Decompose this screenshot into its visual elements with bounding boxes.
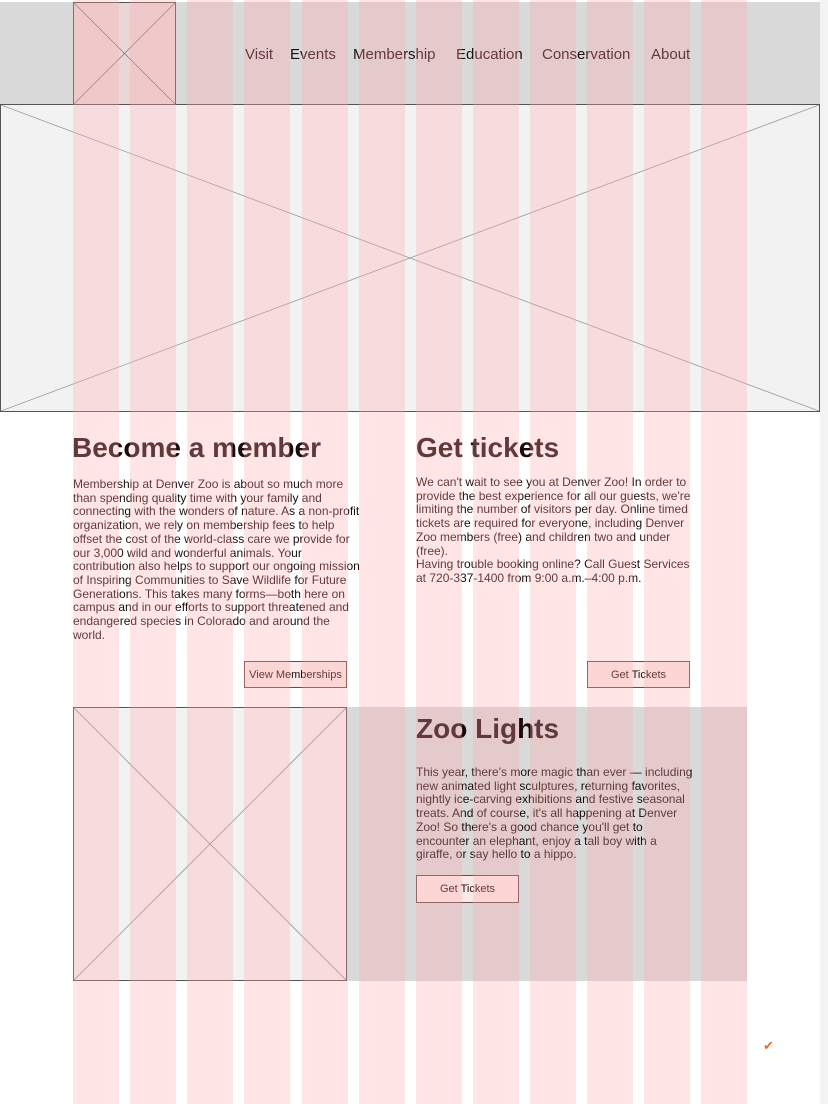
- get-tickets-button[interactable]: Get Tickets: [587, 661, 690, 688]
- zoo-lights-title: Zoo Lights: [416, 713, 560, 744]
- nav-item-education[interactable]: Education: [456, 46, 523, 63]
- tickets-help-text: Having trouble booking online? Call Guest Services at 720-337-1400 from 9:00 a.m.–4:00 p.m.: [416, 557, 690, 585]
- nav-item-membership[interactable]: Membership: [353, 46, 436, 63]
- nav-item-about[interactable]: About: [651, 46, 691, 63]
- view-memberships-button[interactable]: View Memberships: [244, 661, 347, 688]
- nav-item-visit[interactable]: Visit: [245, 46, 274, 63]
- zoo-lights-body: This year, there's more magic than ever — including new animated light sculptures, returning favorites, nightly ice-carving exhibitions and festive seasonal treats. And of course, it's all happening at Denver Zoo! So there's a good chance you'll get to encounter an elephant, enjoy a tall boy with a giraffe, or say hello to a hippo.: [416, 765, 693, 862]
- image-placeholder-icon: [74, 3, 175, 104]
- zoo-lights-image-placeholder: [73, 707, 347, 981]
- logo-placeholder[interactable]: [73, 2, 176, 105]
- image-placeholder-icon: [1, 105, 819, 411]
- member-body: Membership at Denver Zoo is about so much more than spending quality time with your family and connecting with the wonders of nature. As a non-profit organization, we rely on membership fees to help offset the cost of the world-class care we provide for our 3,000 wild and wonderful animals. Your contribution also helps to support our ongoing mission of Inspiring Communities to Save Wildlife for Future Generations. This takes many forms—both here on campus and in our efforts to support threatened and endangered species in Colorado and around the world.: [73, 477, 360, 642]
- page-edge-strip: [820, 0, 828, 1104]
- image-placeholder-icon: [74, 708, 346, 980]
- nav-item-events[interactable]: Events: [290, 46, 336, 63]
- tickets-body: We can't wait to see you at Denver Zoo! In order to provide the best experience for all our guests, we're limiting the number of visitors per day. Online timed tickets are required for everyone, including Denver Zoo members (free) and children two and under (free).: [416, 475, 691, 558]
- member-title: Become a member: [72, 432, 322, 463]
- tickets-title: Get tickets: [416, 432, 560, 463]
- zoo-lights-tickets-button[interactable]: Get Tickets: [416, 875, 519, 903]
- nav-item-conservation[interactable]: Conservation: [542, 46, 631, 63]
- check-icon: ✔: [763, 1038, 774, 1053]
- hero-image-placeholder: [0, 104, 820, 412]
